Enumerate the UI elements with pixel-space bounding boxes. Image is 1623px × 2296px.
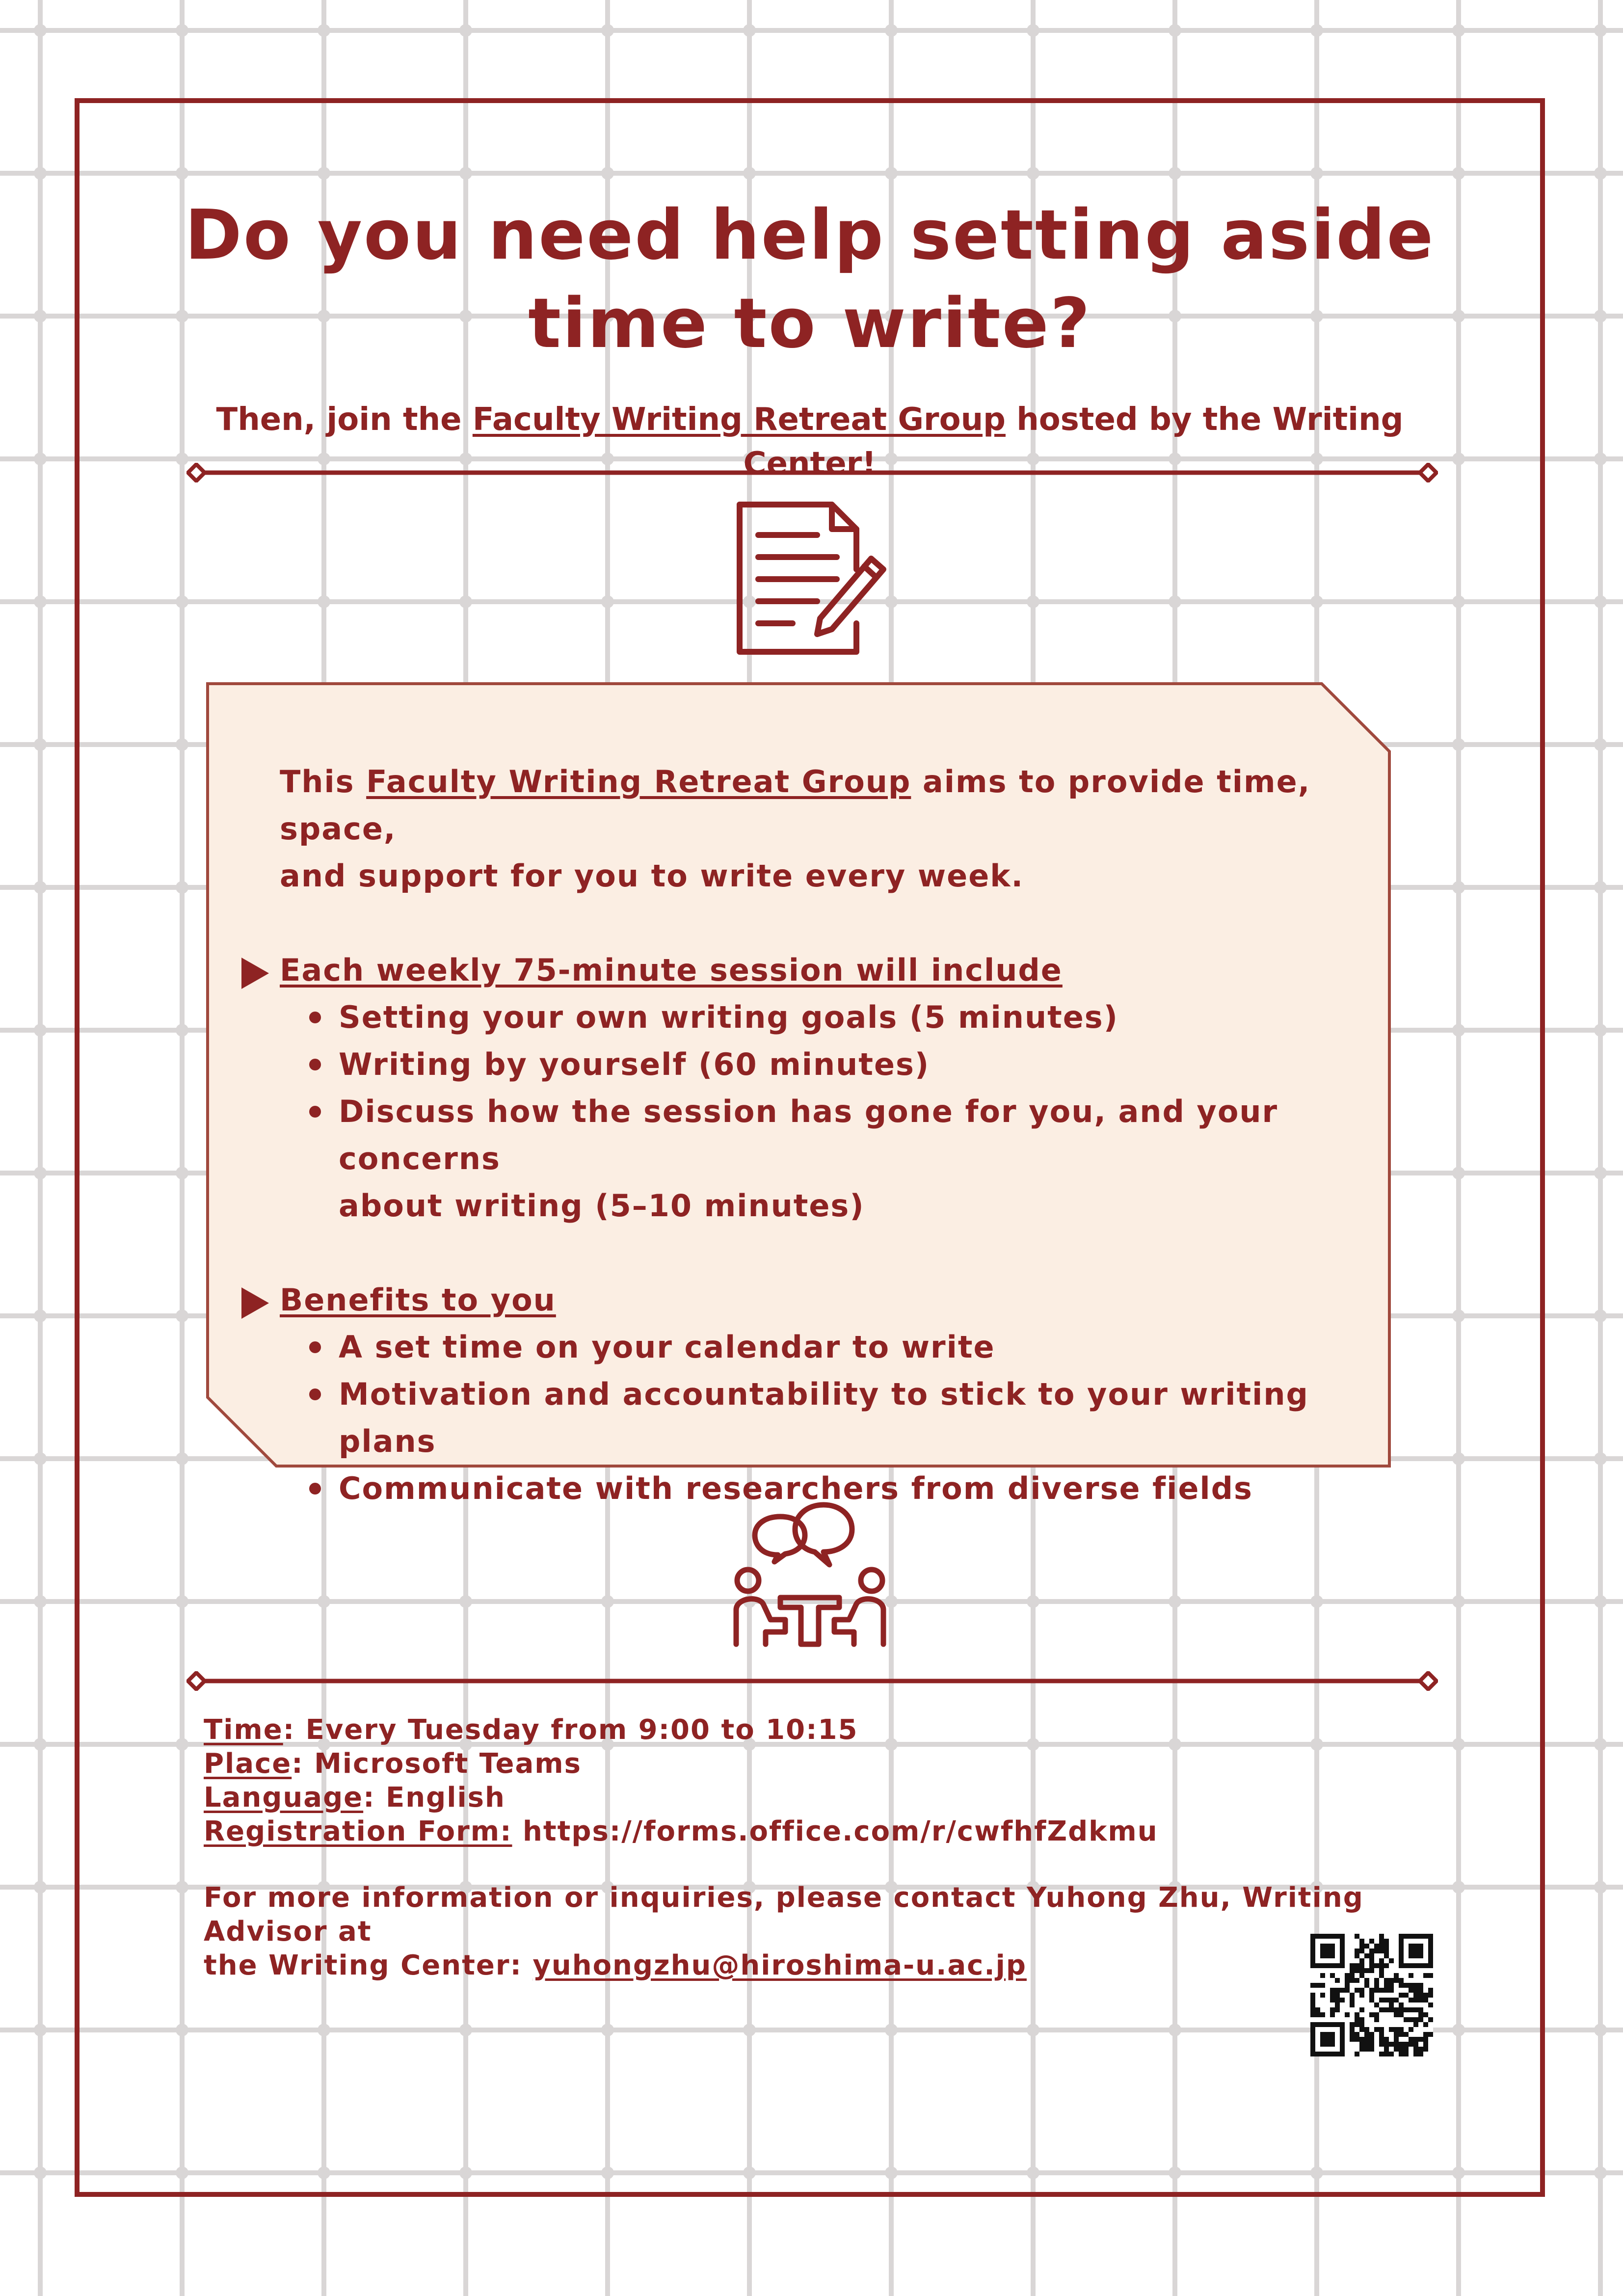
bottom-divider (186, 1671, 1438, 1691)
page-title (147, 191, 1472, 368)
contact-line-1: For more information or inquiries, please contact Yuhong Zhu, Writing Advisor at (204, 1882, 1364, 1948)
list-item: Motivation and accountability to stick to your writing plans (339, 1371, 1399, 1465)
info-card (280, 758, 1399, 1512)
contact-line-2: the Writing Center: yuhongzhu@hiroshima-u.ac.jp (204, 1949, 1027, 1981)
triangle-bullet-icon (241, 958, 269, 989)
list-item: Writing by yourself (60 minutes) (339, 1041, 1399, 1088)
top-divider (186, 463, 1438, 482)
registration-row: Registration Form: https://forms.office.com/r/cwfhfZdkmu (204, 1815, 1158, 1847)
subtitle-prefix: Then, join the (216, 401, 473, 438)
meeting-discussion-icon (731, 1497, 888, 1649)
list-item-continuation: about writing (5–10 minutes) (339, 1188, 865, 1224)
list-item: Setting your own writing goals (5 minutes) (339, 994, 1399, 1041)
title-line-1: Do you need help setting aside (185, 195, 1435, 275)
session-list (280, 994, 1399, 1229)
title-line-2: time to write? (528, 284, 1091, 364)
subtitle-suffix: hosted by the Writing Center! (743, 401, 1404, 482)
list-item: A set time on your calendar to write (339, 1324, 1399, 1371)
benefits-heading: Benefits to you (280, 1277, 1399, 1324)
email-link[interactable]: yuhongzhu@hiroshima-u.ac.jp (532, 1949, 1027, 1981)
list-item: Communicate with researchers from diverse fields (339, 1465, 1399, 1512)
event-details (204, 1713, 1480, 1848)
registration-link[interactable]: https://forms.office.com/r/cwfhfZdkmu (512, 1815, 1158, 1847)
card-group-link[interactable]: Faculty Writing Retreat Group (366, 764, 911, 800)
qr-code-icon[interactable] (1310, 1934, 1433, 2056)
card-intro-line-2: and support for you to write every week. (280, 858, 1024, 894)
list-item: Discuss how the session has gone for you, and your concerns (339, 1088, 1399, 1182)
time-row: Time: Every Tuesday from 9:00 to 10:15 (204, 1714, 858, 1746)
benefits-list (280, 1324, 1399, 1512)
subtitle-group-link[interactable]: Faculty Writing Retreat Group (472, 401, 1006, 438)
contact-info (204, 1881, 1480, 1982)
card-intro-line-1: This Faculty Writing Retreat Group aims to provide time, space, (280, 764, 1311, 847)
place-row: Place: Microsoft Teams (204, 1748, 582, 1780)
session-heading: Each weekly 75-minute session will include (280, 947, 1399, 994)
language-row: Language: English (204, 1782, 506, 1814)
triangle-bullet-icon (241, 1287, 269, 1319)
document-pencil-icon (734, 501, 891, 658)
